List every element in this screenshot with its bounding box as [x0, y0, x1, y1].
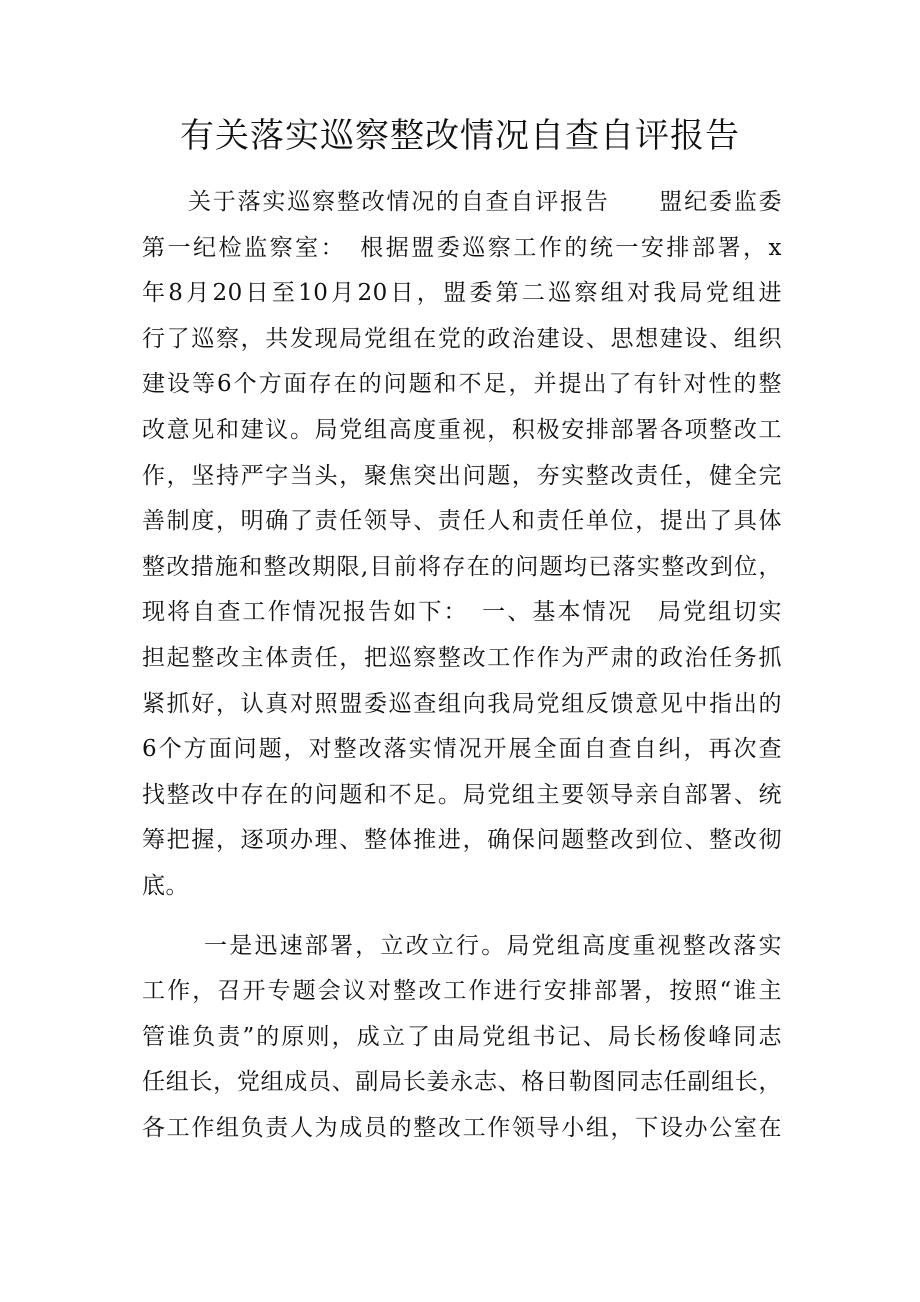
text-line: 紧抓好，认真对照盟委巡查组向我局党组反馈意见中指出的 [142, 690, 782, 717]
text-line: 一是迅速部署，立改立行。局党组高度重视整改落实 [204, 932, 782, 959]
text-line: 整改措施和整改期限,目前将存在的问题均已落实整改到位， [142, 553, 782, 580]
text-line: 第一纪检监察室： 根据盟委巡察工作的统一安排部署，x [142, 234, 782, 261]
text-line: 建设等6个方面存在的问题和不足，并提出了有针对性的整 [142, 371, 782, 398]
text-line: 管谁负责”的原则，成立了由局党组书记、局长杨俊峰同志 [142, 1023, 782, 1050]
text-line: 各工作组负责人为成员的整改工作领导小组，下设办公室在 [142, 1114, 782, 1141]
text-line: 关于落实巡察整改情况的自查自评报告 盟纪委监委 [188, 189, 782, 215]
text-line: 作，坚持严字当头，聚焦突出问题，夯实整改责任，健全完 [142, 462, 782, 489]
document-title: 有关落实巡察整改情况自查自评报告 [180, 116, 740, 156]
paragraph-gap [142, 910, 782, 924]
text-line: 6个方面问题，对整改落实情况开展全面自查自纠，再次查 [142, 736, 782, 763]
paragraph-1 [142, 180, 782, 910]
text-line: 改意见和建议。局党组高度重视，积极安排部署各项整改工 [142, 416, 782, 443]
text-line: 现将自查工作情况报告如下： 一、基本情况 局党组切实 [142, 599, 782, 626]
text-line: 工作，召开专题会议对整改工作进行安排部署，按照“谁主 [142, 978, 782, 1005]
text-line: 底。 [142, 872, 189, 899]
text-line: 行了巡察，共发现局党组在党的政治建设、思想建设、组织 [142, 325, 782, 352]
text-line: 找整改中存在的问题和不足。局党组主要领导亲自部署、统 [142, 781, 782, 808]
paragraph-2 [142, 924, 782, 1152]
text-line: 筹把握，逐项办理、整体推进，确保问题整改到位、整改彻 [142, 827, 782, 854]
text-line: 善制度，明确了责任领导、责任人和责任单位，提出了具体 [142, 508, 782, 535]
document-body [142, 180, 782, 1151]
text-line: 任组长，党组成员、副局长姜永志、格日勒图同志任副组长， [142, 1069, 782, 1096]
text-line: 担起整改主体责任，把巡察整改工作作为严肃的政治任务抓 [142, 644, 782, 671]
text-line: 年8月20日至10月20日，盟委第二巡察组对我局党组进 [142, 280, 782, 307]
